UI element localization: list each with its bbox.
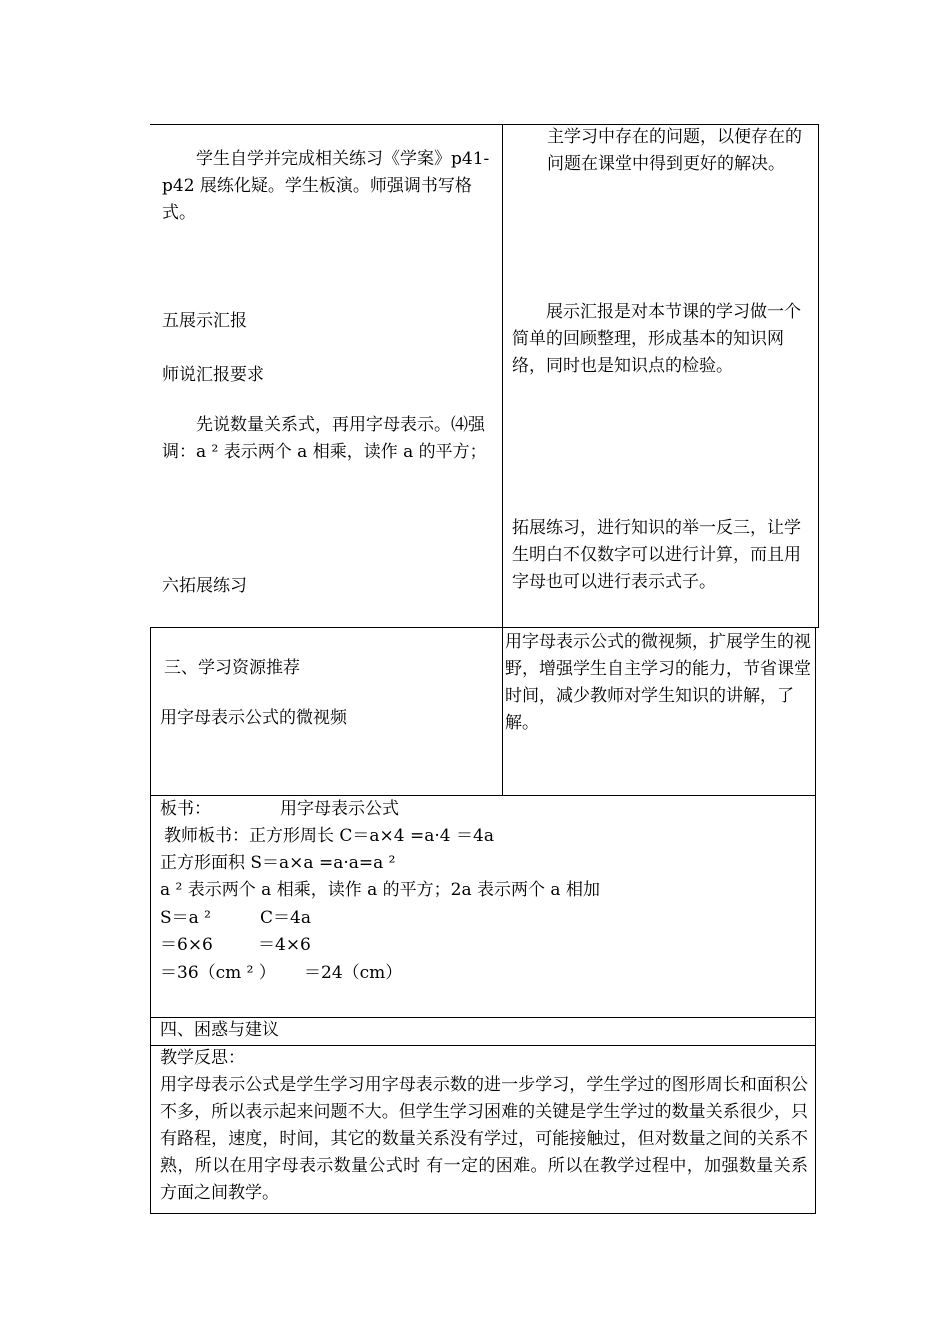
resource-purpose-text: 用字母表示公式的微视频，扩展学生的视野，增强学生自主学习的能力，节省课堂时间，减少教师对学生知识的讲解，了解。 — [505, 632, 811, 733]
board-line-area: 正方形面积 S＝a×a =a·a=a ² — [160, 853, 396, 873]
reflection-label: 教学反思： — [160, 1048, 245, 1068]
board-line-explanation: a ² 表示两个 a 相乘，读作 a 的平方；2a 表示两个 a 相加 — [160, 880, 600, 900]
reflection-label-border — [150, 1045, 816, 1046]
board-area-substitution: ＝6×6 — [160, 935, 213, 955]
extension-purpose-text: 拓展练习，进行知识的举一反三，让学生明白不仅数字可以进行计算，而且用字母也可以进行表示式子。 — [512, 518, 801, 592]
board-line-perimeter: 教师板书：正方形周长 C＝a×4 =a·4 ＝4a — [164, 826, 494, 846]
reflection-body: 用字母表示公式是学生学习用字母表示数的进一步学习，学生学过的图形周长和面积公不多，所以表示起来问题不大。但学生学习困难的关键是学生学过的数量关系很少，只有路程，速度，时间，其它的数量关系没有学过，可能接触过，但对数量之间的关系不熟，所以在用字母表示数量公式时 有一定的困难。所以在教学过程中，加强数量关系方面之间教学。 — [160, 1075, 808, 1203]
board-perimeter-result: ＝24（cm） — [304, 963, 403, 983]
board-title: 用字母表示公式 — [280, 799, 399, 819]
heading-six: 六拓展练习 — [162, 576, 247, 596]
board-label: 板书： — [160, 799, 211, 819]
board-area-result: ＝36（cm ² ） — [160, 963, 276, 983]
resource-item: 用字母表示公式的微视频 — [160, 708, 347, 728]
board-perimeter-formula: C＝4a — [260, 908, 311, 928]
table-right-border-upper — [818, 124, 819, 628]
table-bottom-border — [150, 1213, 816, 1214]
report-purpose-text: 展示汇报是对本节课的学习做一个简单的回顾整理，形成基本的知识网络，同时也是知识点的检验。 — [512, 302, 801, 376]
table-right-border-lower — [815, 627, 816, 1214]
section2-top-border — [150, 627, 819, 628]
board-area-formula: S＝a ² — [160, 908, 211, 928]
heading-five: 五展示汇报 — [162, 311, 247, 331]
table-mid-divider-upper — [502, 124, 503, 795]
board-perimeter-substitution: ＝4×6 — [258, 935, 311, 955]
first-say-text: 先说数量关系式，再用字母表示。⑷强调：a ² 表示两个 a 相乘，读作 a 的平方； — [162, 415, 487, 462]
reflection-heading: 四、困惑与建议 — [160, 1020, 279, 1040]
problems-text: 主学习中存在的问题，以便存在的问题在课堂中得到更好的解决。 — [547, 127, 802, 174]
resource-heading: 三、学习资源推荐 — [164, 658, 300, 678]
board-top-border — [150, 795, 816, 796]
self-study-text: 学生自学并完成相关练习《学案》p41-p42 展练化疑。学生板演。师强调书写格式。 — [162, 149, 490, 223]
teacher-says-text: 师说汇报要求 — [162, 365, 264, 385]
table-left-border — [150, 627, 151, 1214]
